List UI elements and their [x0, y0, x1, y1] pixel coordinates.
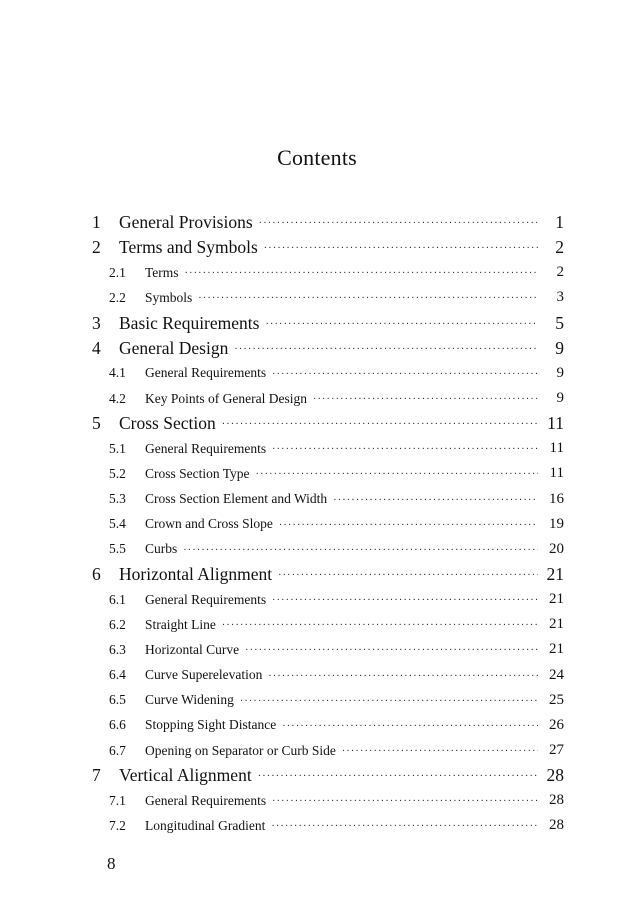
toc-entry-title: Crown and Cross Slope — [145, 516, 273, 532]
dot-leader — [259, 216, 538, 229]
toc-entry-number: 5.1 — [109, 440, 126, 456]
toc-entry-page: 21 — [546, 564, 564, 585]
toc-entry-page: 21 — [549, 641, 564, 658]
dot-leader — [333, 493, 538, 506]
toc-section-entry[interactable] — [92, 688, 564, 713]
toc-entry-title: Straight Line — [145, 616, 216, 632]
toc-entry-number: 5 — [92, 413, 101, 434]
toc-entry-title: Curve Widening — [145, 692, 234, 708]
toc-entry-number: 6.4 — [109, 667, 126, 683]
toc-entry-title: Vertical Alignment — [119, 765, 252, 786]
toc-section-entry[interactable] — [92, 386, 564, 411]
toc-entry-number: 6.6 — [109, 717, 126, 733]
dot-leader — [245, 643, 538, 656]
toc-section-entry[interactable] — [92, 487, 564, 512]
toc-entry-title: Horizontal Curve — [145, 641, 240, 657]
toc-section-entry[interactable] — [92, 788, 564, 813]
toc-entry-page: 9 — [556, 364, 564, 381]
dot-leader — [240, 694, 538, 707]
toc-section-entry[interactable] — [92, 612, 564, 637]
toc-entry-title: Longitudinal Gradient — [145, 817, 266, 833]
dot-leader — [272, 442, 538, 455]
toc-entry-title: Opening on Separator or Curb Side — [145, 742, 336, 758]
toc-entry-page: 5 — [555, 312, 564, 333]
dot-leader — [342, 744, 538, 757]
toc-entry-number: 6.5 — [109, 692, 126, 708]
toc-section-entry[interactable] — [92, 361, 564, 386]
toc-entry-title: Cross Section — [119, 413, 216, 434]
toc-section-entry[interactable] — [92, 587, 564, 612]
toc-entry-page: 21 — [549, 591, 564, 608]
toc-entry-number: 6.7 — [109, 742, 126, 758]
toc-entry-number: 6.1 — [109, 591, 126, 607]
toc-entry-title: Basic Requirements — [119, 312, 260, 333]
toc-entry-page: 26 — [549, 716, 564, 733]
toc-entry-page: 1 — [555, 212, 564, 233]
toc-entry-number: 4 — [92, 337, 101, 358]
toc-entry-page: 19 — [549, 515, 564, 532]
toc-section-entry[interactable] — [92, 461, 564, 486]
dot-leader — [279, 518, 538, 531]
dot-leader — [265, 317, 538, 330]
dot-leader — [268, 669, 538, 682]
toc-entry-title: General Design — [119, 337, 229, 358]
toc-entry-title: Curbs — [145, 541, 178, 557]
dot-leader — [278, 568, 538, 581]
toc-entry-title: General Provisions — [119, 212, 253, 233]
dot-leader — [183, 543, 538, 556]
dot-leader — [234, 342, 538, 355]
toc-section-entry[interactable] — [92, 663, 564, 688]
toc-entry-title: General Requirements — [145, 591, 267, 607]
toc-entry-number: 6 — [92, 564, 101, 585]
toc-section-entry[interactable] — [92, 436, 564, 461]
toc-entry-title: Symbols — [145, 289, 193, 305]
toc-section-entry[interactable] — [92, 813, 564, 838]
toc-entry-number: 2 — [92, 237, 101, 258]
toc-entry-page: 24 — [549, 666, 564, 683]
toc-chapter-entry[interactable] — [92, 336, 564, 361]
page-title: Contents — [277, 145, 357, 170]
toc-entry-page: 28 — [546, 765, 564, 786]
dot-leader — [222, 618, 538, 631]
toc-entry-title: Cross Section Element and Width — [145, 491, 328, 507]
toc-entry-page: 27 — [549, 742, 564, 759]
dot-leader — [271, 819, 538, 832]
toc-entry-title: Stopping Sight Distance — [145, 717, 277, 733]
toc-entry-page: 11 — [547, 413, 564, 434]
table-of-contents — [92, 210, 564, 839]
toc-chapter-entry[interactable] — [92, 210, 564, 235]
toc-entry-page: 28 — [549, 792, 564, 809]
dot-leader — [264, 241, 538, 254]
dot-leader — [222, 417, 538, 430]
toc-chapter-entry[interactable] — [92, 763, 564, 788]
toc-entry-page: 3 — [556, 289, 564, 306]
toc-entry-page: 2 — [556, 264, 564, 281]
toc-entry-number: 4.1 — [109, 365, 126, 381]
toc-entry-title: General Requirements — [145, 792, 267, 808]
dot-leader — [282, 719, 538, 732]
toc-entry-page: 16 — [549, 490, 564, 507]
toc-section-entry[interactable] — [92, 537, 564, 562]
dot-leader — [258, 769, 538, 782]
dot-leader — [256, 467, 538, 480]
page-number: 8 — [107, 854, 116, 873]
toc-entry-number: 5.3 — [109, 491, 126, 507]
toc-chapter-entry[interactable] — [92, 235, 564, 260]
toc-section-entry[interactable] — [92, 512, 564, 537]
toc-entry-title: Terms — [145, 264, 179, 280]
toc-section-entry[interactable] — [92, 738, 564, 763]
toc-section-entry[interactable] — [92, 285, 564, 310]
toc-entry-page: 9 — [555, 337, 564, 358]
toc-entry-page: 25 — [549, 691, 564, 708]
toc-section-entry[interactable] — [92, 260, 564, 285]
toc-entry-number: 7.1 — [109, 792, 126, 808]
toc-entry-page: 20 — [549, 540, 564, 557]
toc-entry-title: Curve Superelevation — [145, 667, 263, 683]
toc-entry-title: General Requirements — [145, 365, 267, 381]
toc-entry-title: Terms and Symbols — [119, 237, 258, 258]
dot-leader — [272, 367, 538, 380]
toc-entry-number: 4.2 — [109, 390, 126, 406]
toc-entry-title: Horizontal Alignment — [119, 564, 273, 585]
dot-leader — [272, 593, 538, 606]
dot-leader — [272, 794, 538, 807]
toc-entry-title: Key Points of General Design — [145, 390, 307, 406]
dot-leader — [313, 392, 538, 405]
toc-chapter-entry[interactable] — [92, 411, 564, 436]
toc-chapter-entry[interactable] — [92, 562, 564, 587]
toc-entry-number: 3 — [92, 312, 101, 333]
toc-entry-number: 2.1 — [109, 264, 126, 280]
toc-chapter-entry[interactable] — [92, 311, 564, 336]
toc-entry-page: 9 — [556, 390, 564, 407]
toc-section-entry[interactable] — [92, 713, 564, 738]
toc-entry-number: 7 — [92, 765, 101, 786]
toc-entry-page: 28 — [549, 817, 564, 834]
toc-entry-number: 7.2 — [109, 817, 126, 833]
dot-leader — [185, 266, 538, 279]
toc-entry-number: 5.2 — [109, 465, 126, 481]
toc-entry-page: 2 — [555, 237, 564, 258]
toc-entry-page: 21 — [549, 616, 564, 633]
toc-entry-page: 11 — [549, 440, 564, 457]
toc-entry-number: 1 — [92, 212, 101, 233]
toc-entry-title: Cross Section Type — [145, 465, 250, 481]
toc-entry-number: 5.4 — [109, 516, 126, 532]
dot-leader — [198, 291, 538, 304]
toc-entry-number: 2.2 — [109, 289, 126, 305]
toc-entry-number: 6.3 — [109, 641, 126, 657]
toc-entry-number: 6.2 — [109, 616, 126, 632]
toc-section-entry[interactable] — [92, 637, 564, 662]
toc-entry-page: 11 — [549, 465, 564, 482]
toc-entry-number: 5.5 — [109, 541, 126, 557]
toc-entry-title: General Requirements — [145, 440, 267, 456]
